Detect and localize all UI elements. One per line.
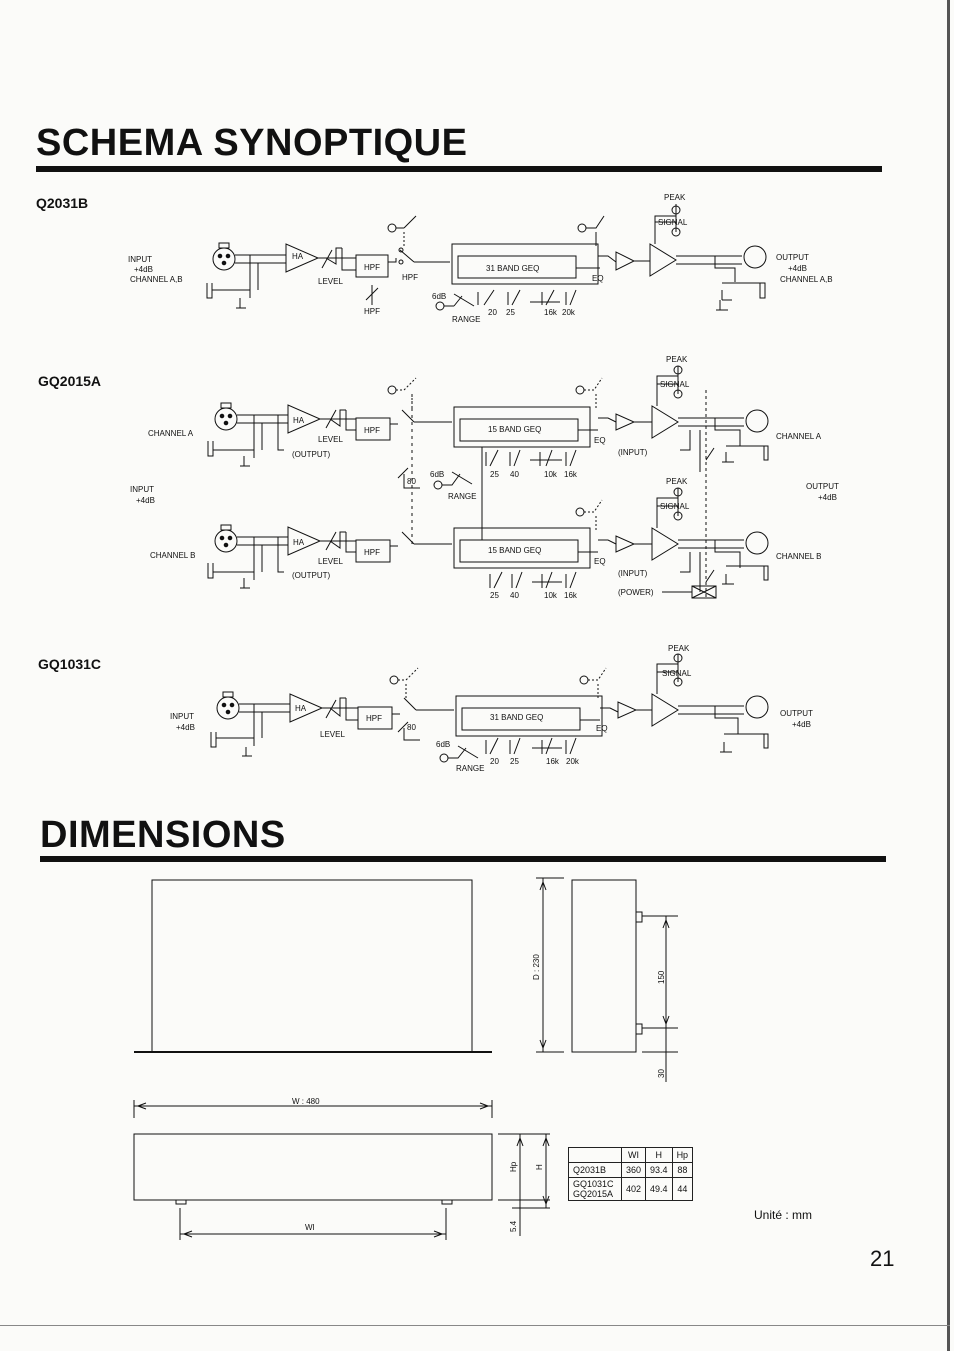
d1-6db: 6dB (432, 292, 447, 301)
dimensions-table (568, 1147, 693, 1201)
d1-range: RANGE (452, 315, 481, 324)
d3-eq: EQ (596, 724, 608, 733)
d1-input: INPUT (128, 255, 152, 264)
table-cell: 93.4 (646, 1163, 673, 1178)
d1-f3: 16k (544, 308, 557, 317)
d3-f2: 25 (510, 757, 519, 766)
d2-power-tag: (POWER) (618, 588, 654, 597)
d2-peak-a: PEAK (666, 355, 688, 364)
d1-hpf-box: HPF (364, 263, 380, 272)
d2-f3-b: 10k (544, 591, 557, 600)
dim-wi: WI (305, 1223, 315, 1232)
dim-150: 150 (657, 970, 666, 984)
table-cell: 360 (622, 1163, 646, 1178)
d2-input-tag-b: (INPUT) (618, 569, 648, 578)
d1-hpf-label: HPF (402, 273, 418, 282)
d2-f3-a: 10k (544, 470, 557, 479)
out-amp-1 (650, 244, 676, 276)
dimensions-title: DIMENSIONS (40, 814, 286, 856)
d3-output: OUTPUT (780, 709, 813, 718)
d1-input-channel: CHANNEL A,B (130, 275, 183, 284)
table-cell: 49.4 (646, 1178, 673, 1201)
diagram1-labels (128, 193, 833, 324)
d2-input-level: +4dB (136, 496, 155, 505)
d1-geq: 31 BAND GEQ (486, 264, 540, 273)
d2-output-tag-a: (OUTPUT) (292, 450, 331, 459)
dim-width: W : 480 (292, 1097, 320, 1106)
d3-ha: HA (295, 704, 307, 713)
d2-input: INPUT (130, 485, 154, 494)
front-view-box (152, 880, 472, 1052)
d1-level: LEVEL (318, 277, 343, 286)
d2-channel-a: CHANNEL A (148, 429, 194, 438)
d2-ha-b: HA (293, 538, 305, 547)
dim-hp: Hp (509, 1161, 518, 1172)
d2-signal-a: SIGNAL (660, 380, 690, 389)
dim-30: 30 (657, 1069, 666, 1078)
d3-input: INPUT (170, 712, 194, 721)
table-row (569, 1178, 693, 1201)
d2-signal-b: SIGNAL (660, 502, 690, 511)
d1-output-channel: CHANNEL A,B (780, 275, 833, 284)
d2-geq-a: 15 BAND GEQ (488, 425, 542, 434)
d1-peak: PEAK (664, 193, 686, 202)
dim-h: H (535, 1164, 544, 1170)
table-cell: 402 (622, 1178, 646, 1201)
table-header-cell: WI (622, 1148, 646, 1163)
d2-f1-b: 25 (490, 591, 499, 600)
d2-level-b: LEVEL (318, 557, 343, 566)
d2-out-channel-a: CHANNEL A (776, 432, 822, 441)
d3-input-level: +4dB (176, 723, 195, 732)
d2-eq-a: EQ (594, 436, 606, 445)
d3-f4: 20k (566, 757, 579, 766)
d3-range: RANGE (456, 764, 485, 773)
side-view-box (572, 880, 636, 1052)
d3-geq: 31 BAND GEQ (490, 713, 544, 722)
d2-f2-b: 40 (510, 591, 519, 600)
d3-hpf-freq: 80 (407, 723, 416, 732)
d1-f1: 20 (488, 308, 497, 317)
model-q2031b: Q2031B (36, 195, 89, 211)
d2-range: RANGE (448, 492, 477, 501)
model-gq1031c: GQ1031C (38, 656, 102, 672)
d1-f2: 25 (506, 308, 515, 317)
d2-input-tag-a: (INPUT) (618, 448, 648, 457)
table-header-cell: Hp (672, 1148, 693, 1163)
xlr-output-connector (744, 246, 766, 268)
d1-eq: EQ (592, 274, 604, 283)
d2-geq-b: 15 BAND GEQ (488, 546, 542, 555)
table-cell: 88 (672, 1163, 693, 1178)
table-header-cell: H (646, 1148, 673, 1163)
d2-ha-a: HA (293, 416, 305, 425)
table-row (569, 1163, 693, 1178)
d1-f4: 20k (562, 308, 575, 317)
d2-f4-b: 16k (564, 591, 577, 600)
table-cell: 44 (672, 1178, 693, 1201)
table-cell-model: Q2031B (569, 1163, 622, 1178)
d2-hpf-a: HPF (364, 426, 380, 435)
diagram2-labels (130, 355, 839, 600)
d2-f4-a: 16k (564, 470, 577, 479)
d1-input-level: +4dB (134, 265, 153, 274)
page-number: 21 (870, 1246, 895, 1271)
d3-level: LEVEL (320, 730, 345, 739)
d3-output-level: +4dB (792, 720, 811, 729)
d3-hpf: HPF (366, 714, 382, 723)
d1-ha: HA (292, 252, 304, 261)
d1-output: OUTPUT (776, 253, 809, 262)
bottom-view-box (134, 1134, 492, 1200)
d3-signal: SIGNAL (662, 669, 692, 678)
model-gq2015a: GQ2015A (38, 373, 102, 389)
d3-f1: 20 (490, 757, 499, 766)
xlr-input-connector (213, 248, 235, 270)
d2-peak-b: PEAK (666, 477, 688, 486)
d2-level-a: LEVEL (318, 435, 343, 444)
d2-hpf-freq: 80 (407, 477, 416, 486)
d2-eq-b: EQ (594, 557, 606, 566)
d1-hpf-control: HPF (364, 307, 380, 316)
d2-output-tag-b: (OUTPUT) (292, 571, 331, 580)
d2-hpf-b: HPF (364, 548, 380, 557)
table-header-cell (569, 1148, 622, 1163)
d3-f3: 16k (546, 757, 559, 766)
d2-f2-a: 40 (510, 470, 519, 479)
d2-channel-b: CHANNEL B (150, 551, 196, 560)
d3-6db: 6dB (436, 740, 451, 749)
dim-foot: 5.4 (509, 1220, 518, 1232)
units-note: Unité : mm (754, 1208, 813, 1222)
d3-peak: PEAK (668, 644, 690, 653)
d2-f1-a: 25 (490, 470, 499, 479)
dim-depth: D : 230 (532, 954, 541, 980)
table-header-row (569, 1148, 693, 1163)
schema-title: SCHEMA SYNOPTIQUE (36, 122, 468, 164)
d2-out-channel-b: CHANNEL B (776, 552, 822, 561)
d2-6db: 6dB (430, 470, 445, 479)
led (388, 224, 396, 232)
d1-signal: SIGNAL (658, 218, 688, 227)
table-cell-model: GQ1031C GQ2015A (569, 1178, 622, 1201)
d1-output-level: +4dB (788, 264, 807, 273)
d2-output: OUTPUT (806, 482, 839, 491)
d2-output-level: +4dB (818, 493, 837, 502)
